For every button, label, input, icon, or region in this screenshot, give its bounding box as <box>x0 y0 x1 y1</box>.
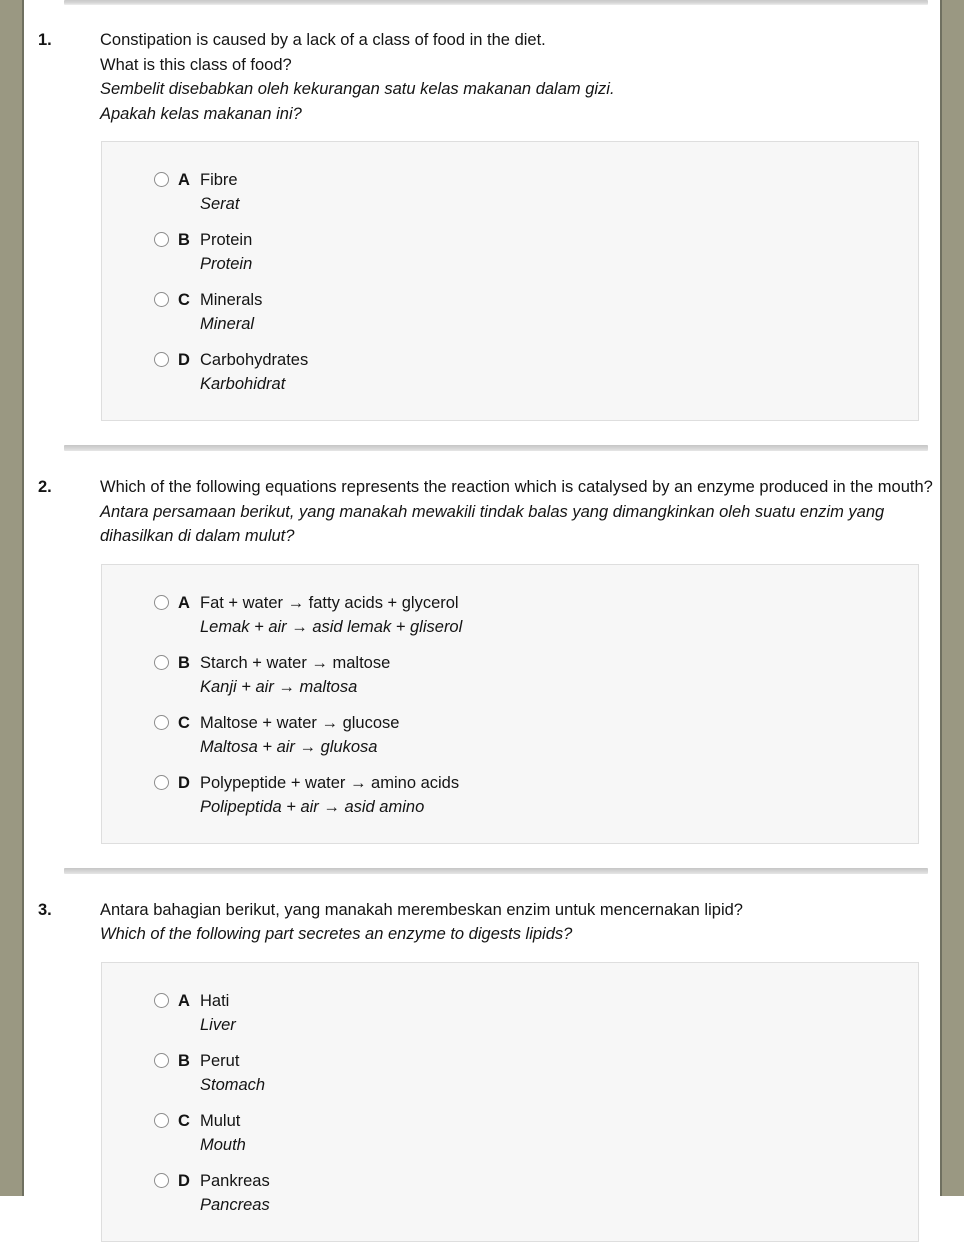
option-label-secondary: Lemak + air → asid lemak + gliserol <box>200 617 463 636</box>
option-label-secondary: Stomach <box>200 1075 266 1094</box>
option-label-primary: Polypeptide + water → amino acids <box>200 773 460 792</box>
option-label-primary: Hati <box>200 991 230 1010</box>
option-letter: B <box>178 231 190 249</box>
option-text-group <box>200 651 918 699</box>
page-left-rail <box>0 0 24 1196</box>
option-label-primary: Maltose + water → glucose <box>200 713 400 732</box>
option-text-group <box>200 1169 918 1217</box>
question-separator <box>64 445 928 451</box>
option-letter: A <box>178 593 190 612</box>
question-line-translated: Antara persamaan berikut, yang manakah mewakili tindak balas yang dimangkinkan oleh suatu enzim yang dihasilkan di dalam mulut? <box>100 502 885 545</box>
question-line-translated: Sembelit disebabkan oleh kekurangan satu kelas makanan dalam gizi. <box>100 80 615 98</box>
option-text-group <box>200 591 918 639</box>
option-label-secondary: Liver <box>200 1015 236 1034</box>
option-letter: C <box>178 713 190 732</box>
option-label-primary: Carbohydrates <box>200 351 309 369</box>
option-label-primary: Protein <box>200 231 253 249</box>
option-letter: D <box>178 773 190 792</box>
radio-button-icon[interactable] <box>154 172 169 187</box>
option-text-group <box>200 1109 918 1157</box>
option-label-primary: Minerals <box>200 291 263 309</box>
radio-button-icon[interactable] <box>154 232 169 247</box>
option-text-group <box>200 228 918 276</box>
questions-container <box>24 0 940 1242</box>
question-text <box>100 28 940 126</box>
radio-button-icon[interactable] <box>154 655 169 670</box>
option-text-group <box>200 168 918 216</box>
radio-button-icon[interactable] <box>154 1173 169 1188</box>
option-label-secondary: Mineral <box>200 315 255 333</box>
option-label-secondary: Serat <box>200 195 240 213</box>
option-text-group <box>200 771 918 819</box>
question-header <box>24 28 940 126</box>
question-block <box>24 0 940 421</box>
option-letter: A <box>178 991 190 1010</box>
option-label-secondary: Kanji + air → maltosa <box>200 677 358 696</box>
option-letter: B <box>178 653 190 672</box>
option-letter: B <box>178 1051 190 1070</box>
radio-button-icon[interactable] <box>154 715 169 730</box>
radio-button-icon[interactable] <box>154 1113 169 1128</box>
answer-option-c[interactable] <box>102 288 918 336</box>
answer-option-c[interactable] <box>102 711 918 759</box>
radio-button-icon[interactable] <box>154 595 169 610</box>
option-label-secondary: Mouth <box>200 1135 246 1154</box>
option-label-primary: Mulut <box>200 1111 241 1130</box>
option-label-secondary: Maltosa + air → glukosa <box>200 737 378 756</box>
question-line: Constipation is caused by a lack of a class of food in the diet. <box>100 31 546 49</box>
option-text-group <box>200 348 918 396</box>
answer-options-panel <box>101 564 919 844</box>
option-letter: C <box>178 291 190 309</box>
question-line: What is this class of food? <box>100 55 292 74</box>
answer-option-b[interactable] <box>102 1049 918 1097</box>
question-number: 2. <box>38 478 52 496</box>
question-line-translated: Apakah kelas makanan ini? <box>100 104 302 123</box>
option-label-primary: Perut <box>200 1051 240 1070</box>
answer-option-c[interactable] <box>102 1109 918 1157</box>
option-letter: D <box>178 1171 190 1190</box>
question-header <box>24 475 940 549</box>
answer-option-a[interactable] <box>102 168 918 216</box>
radio-button-icon[interactable] <box>154 993 169 1008</box>
question-number: 3. <box>38 900 52 919</box>
radio-button-icon[interactable] <box>154 292 169 307</box>
question-separator <box>64 868 928 874</box>
answer-option-d[interactable] <box>102 771 918 819</box>
question-text <box>100 475 940 549</box>
answer-option-b[interactable] <box>102 651 918 699</box>
option-label-secondary: Karbohidrat <box>200 375 286 393</box>
option-label-primary: Fibre <box>200 171 238 189</box>
question-block <box>24 898 940 1242</box>
answer-option-a[interactable] <box>102 591 918 639</box>
answer-option-a[interactable] <box>102 989 918 1037</box>
radio-button-icon[interactable] <box>154 352 169 367</box>
question-line: Which of the following equations represents the reaction which is catalysed by an enzyme produced in the mouth? <box>100 478 933 496</box>
radio-button-icon[interactable] <box>154 1053 169 1068</box>
option-letter: A <box>178 171 190 189</box>
option-label-secondary: Polipeptida + air → asid amino <box>200 797 425 816</box>
question-number: 1. <box>38 31 52 49</box>
option-text-group <box>200 288 918 336</box>
option-letter: C <box>178 1111 190 1130</box>
option-label-secondary: Pancreas <box>200 1195 270 1214</box>
answer-options-panel <box>101 141 919 421</box>
question-block <box>24 475 940 844</box>
question-line-translated: Which of the following part secretes an enzyme to digests lipids? <box>100 925 573 943</box>
option-label-primary: Starch + water → maltose <box>200 653 391 672</box>
question-header <box>24 898 940 947</box>
answer-option-b[interactable] <box>102 228 918 276</box>
answer-option-d[interactable] <box>102 1169 918 1217</box>
question-line: Antara bahagian berikut, yang manakah merembeskan enzim untuk mencernakan lipid? <box>100 900 743 919</box>
quiz-canvas <box>24 0 940 1214</box>
option-label-secondary: Protein <box>200 255 253 273</box>
option-text-group <box>200 711 918 759</box>
radio-button-icon[interactable] <box>154 775 169 790</box>
option-text-group <box>200 1049 918 1097</box>
option-text-group <box>200 989 918 1037</box>
option-label-primary: Fat + water → fatty acids + glycerol <box>200 593 459 612</box>
option-letter: D <box>178 351 190 369</box>
question-text <box>100 898 940 947</box>
option-label-primary: Pankreas <box>200 1171 270 1190</box>
page-right-rail <box>940 0 964 1196</box>
answer-options-panel <box>101 962 919 1242</box>
answer-option-d[interactable] <box>102 348 918 396</box>
